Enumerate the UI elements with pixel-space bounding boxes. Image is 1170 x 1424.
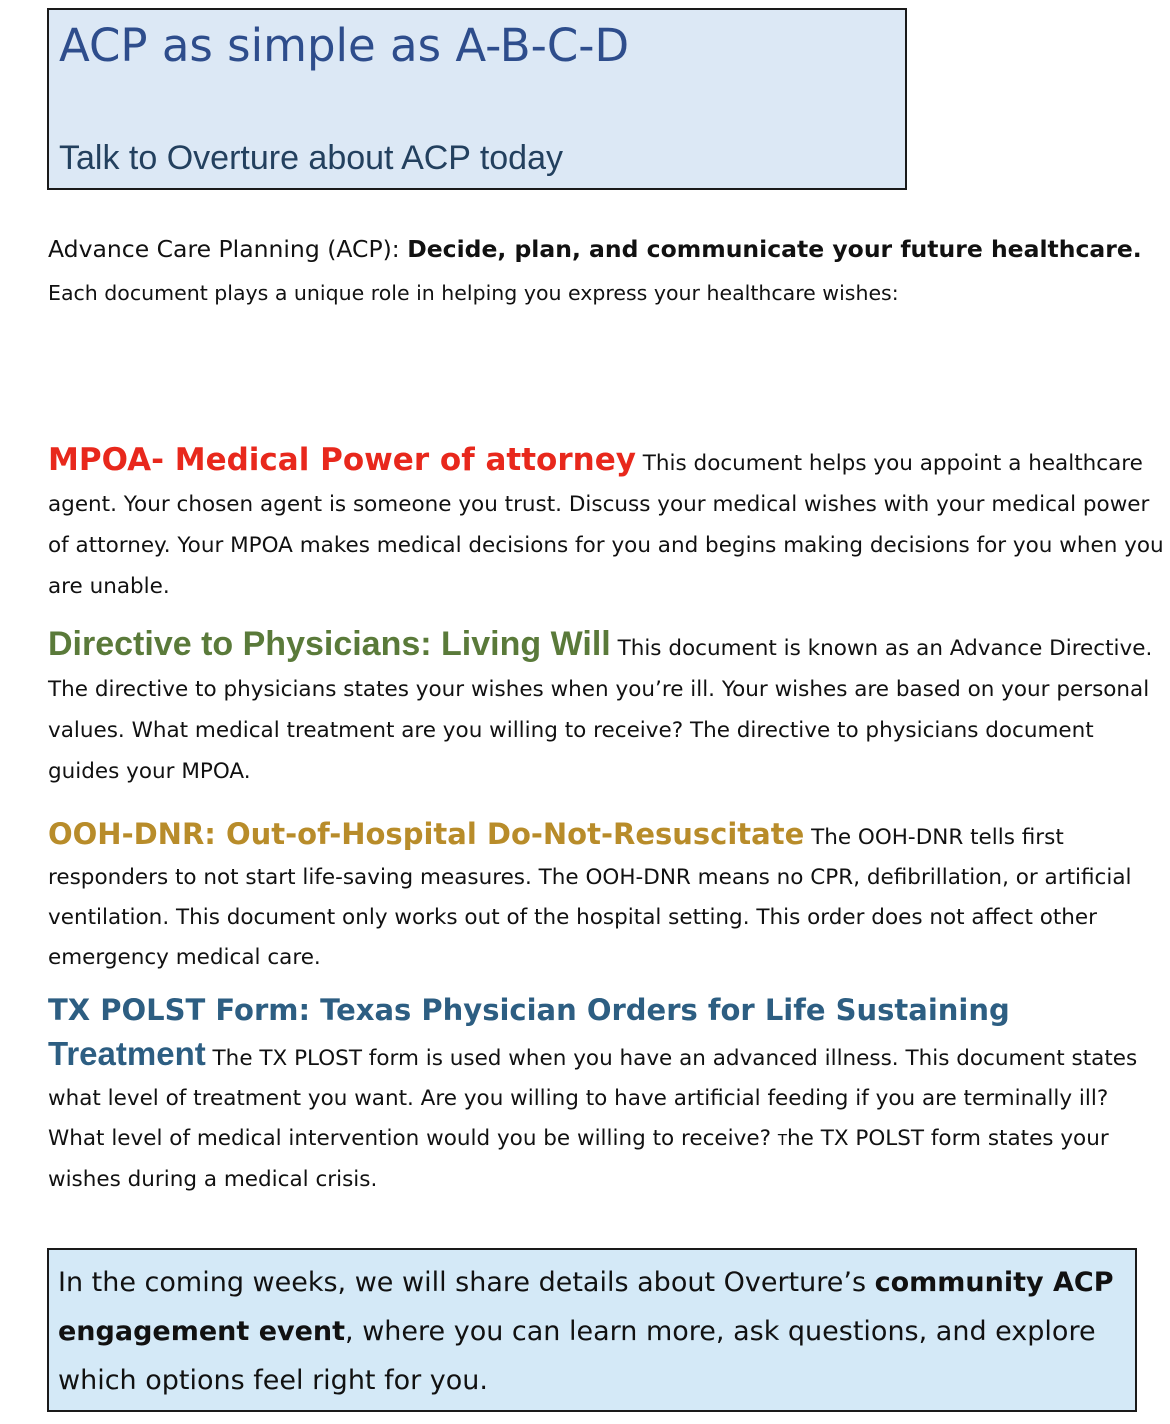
section-heading-tx-polst: TX POLST Form: Texas Physician Orders for Life Sustaining xyxy=(48,993,1010,1027)
section-heading-living-will: Directive to Physicians: Living Will xyxy=(48,625,611,663)
event-note-box xyxy=(47,1248,1137,1412)
event-note-bold: community ACP engagement event xyxy=(58,1267,1114,1347)
section-body-tx-polst: The TX PLOST form is used when you have an advanced illness. This document states what level of treatment you want. Are you willing to have artificial feeding if you are terminally ill? What level of medical intervention would you be willing to receive? xyxy=(48,1046,1138,1151)
event-note xyxy=(58,1258,1121,1405)
section-body-mpoa: This document helps you appoint a healthcare agent. Your chosen agent is someone you trust. Discuss your medical wishes with your medical power of attorney. Your MPOA makes medical decisions for you and begins making decisions for you when you are unable. xyxy=(48,451,1164,599)
section-living-will xyxy=(48,624,1166,792)
section-body-living-will: This document is known as an Advance Directive. The directive to physicians states your wishes when you’re ill. Your wishes are based on your personal values. What medical treatment are you willing to receive? The directive to physicians document guides your MPOA. xyxy=(48,636,1153,784)
intro-paragraph xyxy=(48,228,1166,315)
section-body-tx-polst-small-letter: T xyxy=(777,1131,787,1149)
page-title: ACP as simple as A-B-C-D xyxy=(59,19,630,72)
intro-bold: Decide, plan, and communicate your future healthcare. xyxy=(407,235,1142,263)
section-body-tx-polst-end: he TX POLST form states your wishes during a medical crisis. xyxy=(48,1126,1109,1192)
section-heading-ooh-dnr: OOH-DNR: Out-of-Hospital Do-Not-Resuscitate xyxy=(48,817,805,851)
event-note-text-2: , where you can learn more, ask questions, and explore which options feel right for you. xyxy=(58,1316,1096,1396)
intro-rest: Each document plays a unique role in helping you express your healthcare wishes: xyxy=(48,281,899,305)
section-heading-mpoa: MPOA- Medical Power of attorney xyxy=(48,442,636,478)
intro-lead: Advance Care Planning (ACP): xyxy=(48,235,408,263)
page-subtitle: Talk to Overture about ACP today xyxy=(59,139,563,177)
title-box xyxy=(47,8,907,190)
section-body-ooh-dnr: The OOH-DNR tells first responders to not start life-saving measures. The OOH-DNR means no CPR, defibrillation, or artificial ventilation. This document only works out of the hospital setting. This order does not affect other emergency medical care. xyxy=(48,825,1132,970)
section-heading-tx-polst-cont: Treatment xyxy=(48,1035,206,1072)
section-mpoa xyxy=(48,440,1166,607)
section-tx-polst xyxy=(48,990,1166,1200)
event-note-text-1: In the coming weeks, we will share details about Overture’s xyxy=(58,1267,875,1298)
section-ooh-dnr xyxy=(48,814,1166,978)
